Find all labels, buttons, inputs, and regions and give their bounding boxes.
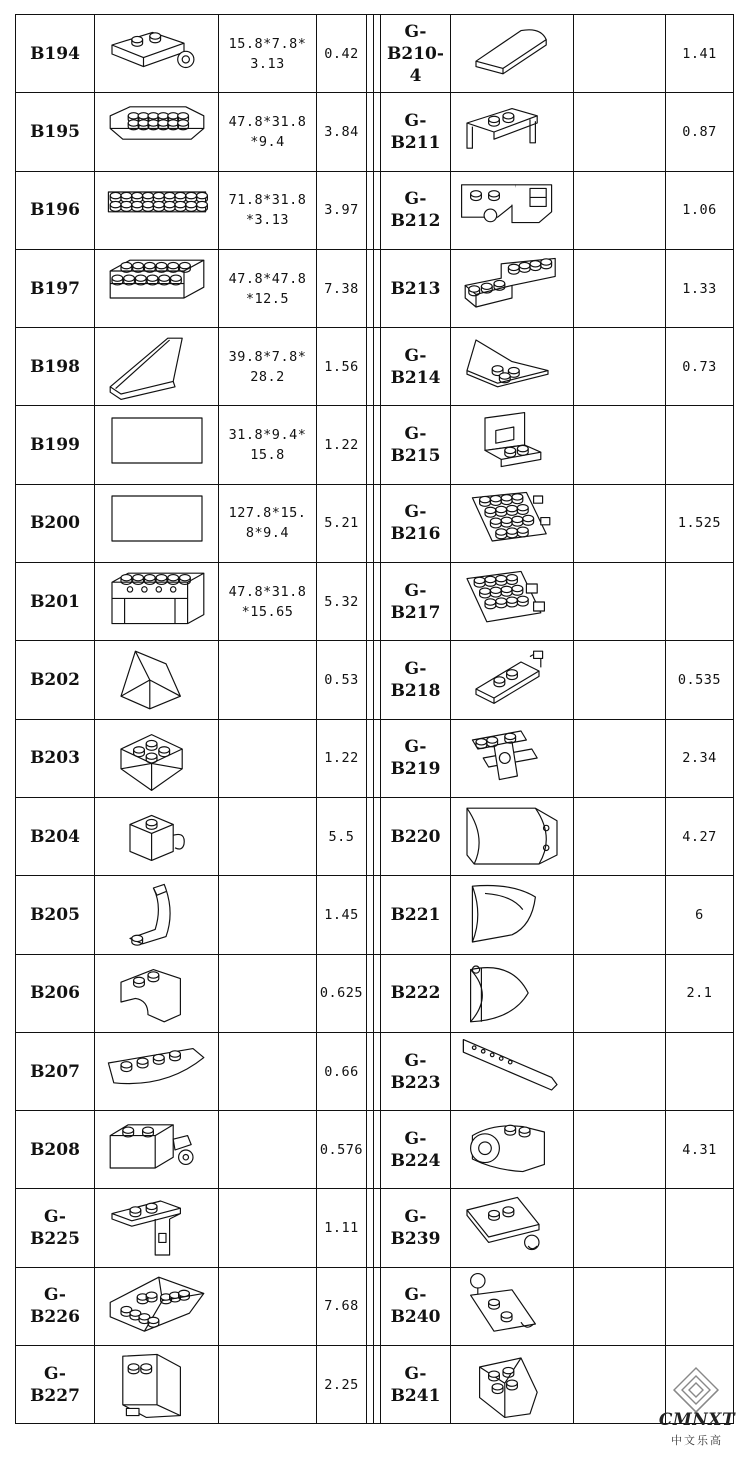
part-image	[95, 406, 219, 484]
part-code: B194	[16, 15, 95, 93]
parts-table	[15, 14, 734, 1424]
column-divider	[367, 1111, 374, 1189]
wedge-plate-icon	[101, 96, 213, 168]
part-dimensions	[574, 406, 666, 484]
column-divider	[374, 15, 381, 93]
part-image	[451, 15, 574, 93]
column-divider	[367, 171, 374, 249]
part-image	[95, 1267, 219, 1345]
column-divider	[367, 328, 374, 406]
part-dimensions	[219, 954, 317, 1032]
table-row	[16, 954, 734, 1032]
part-weight: 1.45	[317, 876, 367, 954]
technic-frame-icon	[101, 566, 213, 638]
part-weight: 4.31	[666, 1111, 734, 1189]
column-divider	[374, 1189, 381, 1267]
part-image	[95, 1189, 219, 1267]
part-code: B206	[16, 954, 95, 1032]
long-wing-blade-icon	[101, 487, 213, 559]
part-image	[95, 954, 219, 1032]
part-image	[95, 93, 219, 171]
part-code: G- B211	[381, 93, 451, 171]
table-row	[16, 484, 734, 562]
part-image	[95, 876, 219, 954]
part-dimensions	[574, 484, 666, 562]
column-divider	[367, 876, 374, 954]
part-code: B202	[16, 641, 95, 719]
part-image	[451, 328, 574, 406]
table-row	[16, 1032, 734, 1110]
slope-with-studs-icon	[456, 1349, 568, 1421]
column-divider	[367, 954, 374, 1032]
part-weight: 2.25	[317, 1346, 367, 1424]
part-weight	[666, 1189, 734, 1267]
plate-with-clips-icon	[456, 96, 568, 168]
part-dimensions	[574, 641, 666, 719]
part-code: G- B215	[381, 406, 451, 484]
part-dimensions	[574, 93, 666, 171]
part-dimensions	[574, 171, 666, 249]
part-dimensions	[219, 1189, 317, 1267]
plate-with-wheel-hinge-icon	[101, 18, 213, 90]
column-divider	[367, 719, 374, 797]
hinged-plate-icon	[456, 487, 568, 559]
cockpit-plate-icon	[456, 174, 568, 246]
table-row	[16, 1111, 734, 1189]
brick-with-hinge-icon	[101, 1114, 213, 1186]
column-divider	[367, 93, 374, 171]
part-image	[95, 249, 219, 327]
part-dimensions	[574, 797, 666, 875]
part-code: G- B218	[381, 641, 451, 719]
part-code: B201	[16, 563, 95, 641]
watermark-brand: CMNXT	[658, 1410, 736, 1430]
part-code: B196	[16, 171, 95, 249]
part-weight: 0.87	[666, 93, 734, 171]
column-divider	[374, 876, 381, 954]
part-image	[95, 1032, 219, 1110]
part-dimensions	[219, 641, 317, 719]
half-dome-icon	[456, 957, 568, 1029]
column-divider	[374, 249, 381, 327]
column-divider	[374, 1032, 381, 1110]
part-code: B200	[16, 484, 95, 562]
part-weight: 0.42	[317, 15, 367, 93]
part-dimensions	[574, 563, 666, 641]
part-code: G- B219	[381, 719, 451, 797]
table-row	[16, 563, 734, 641]
part-code: B213	[381, 249, 451, 327]
column-divider	[374, 641, 381, 719]
arch-curve-icon	[101, 879, 213, 951]
part-image	[451, 1111, 574, 1189]
column-divider	[374, 484, 381, 562]
part-code: B198	[16, 328, 95, 406]
column-divider	[374, 1346, 381, 1424]
part-image	[451, 719, 574, 797]
column-divider	[374, 1267, 381, 1345]
part-code: G- B226	[16, 1267, 95, 1345]
part-code: B195	[16, 93, 95, 171]
column-divider	[367, 1032, 374, 1110]
part-weight: 7.38	[317, 249, 367, 327]
part-code: G- B210- 4	[381, 15, 451, 93]
part-weight: 7.68	[317, 1267, 367, 1345]
column-divider	[374, 563, 381, 641]
part-image	[451, 954, 574, 1032]
part-image	[95, 328, 219, 406]
column-divider	[374, 1111, 381, 1189]
part-weight	[666, 406, 734, 484]
curved-panel-icon	[456, 801, 568, 873]
table-row	[16, 719, 734, 797]
part-dimensions	[574, 249, 666, 327]
column-divider	[367, 484, 374, 562]
part-dimensions	[219, 1346, 317, 1424]
angle-bracket-brick-icon	[101, 1192, 213, 1264]
part-code: B207	[16, 1032, 95, 1110]
part-code: B197	[16, 249, 95, 327]
seat-bracket-icon	[456, 409, 568, 481]
tail-fin-icon	[101, 331, 213, 403]
column-divider	[374, 719, 381, 797]
part-code: G- B240	[381, 1267, 451, 1345]
part-image	[451, 171, 574, 249]
part-dimensions	[574, 876, 666, 954]
curved-slope-tile-icon	[456, 18, 568, 90]
part-code: B204	[16, 797, 95, 875]
curved-plate-icon	[101, 1036, 213, 1108]
table-row	[16, 93, 734, 171]
part-image	[451, 406, 574, 484]
column-divider	[367, 1267, 374, 1345]
column-divider	[374, 171, 381, 249]
part-weight: 0.73	[666, 328, 734, 406]
slope-corner-icon	[101, 644, 213, 716]
part-weight: 0.576	[317, 1111, 367, 1189]
part-code: G- B216	[381, 484, 451, 562]
part-dimensions	[219, 797, 317, 875]
part-dimensions	[574, 1267, 666, 1345]
part-weight	[666, 563, 734, 641]
part-image	[451, 249, 574, 327]
table-row	[16, 328, 734, 406]
part-weight: 2.1	[666, 954, 734, 1032]
ball-joint-plate-icon	[456, 1270, 568, 1342]
part-dimensions	[219, 1032, 317, 1110]
part-code: B203	[16, 719, 95, 797]
part-dimensions	[219, 1267, 317, 1345]
part-code: B222	[381, 954, 451, 1032]
part-code: G- B225	[16, 1189, 95, 1267]
part-weight: 1.41	[666, 15, 734, 93]
part-code: B208	[16, 1111, 95, 1189]
part-weight: 0.53	[317, 641, 367, 719]
part-code: G- B214	[381, 328, 451, 406]
column-divider	[374, 406, 381, 484]
part-code: B199	[16, 406, 95, 484]
part-weight: 1.33	[666, 249, 734, 327]
part-code: G- B241	[381, 1346, 451, 1424]
part-image	[451, 641, 574, 719]
technic-chassis-icon	[456, 722, 568, 794]
step-bracket-plate-icon	[456, 253, 568, 325]
part-weight: 0.66	[317, 1032, 367, 1110]
part-weight: 1.525	[666, 484, 734, 562]
part-dimensions	[574, 954, 666, 1032]
part-weight: 6	[666, 876, 734, 954]
table-row	[16, 171, 734, 249]
table-row	[16, 797, 734, 875]
part-code: G- B227	[16, 1346, 95, 1424]
column-divider	[367, 1189, 374, 1267]
part-image	[451, 1346, 574, 1424]
engine-block-icon	[456, 1114, 568, 1186]
part-dimensions: 47.8*31.8 *9.4	[219, 93, 317, 171]
part-weight: 4.27	[666, 797, 734, 875]
part-weight: 5.32	[317, 563, 367, 641]
part-weight: 1.22	[317, 406, 367, 484]
part-dimensions: 15.8*7.8* 3.13	[219, 15, 317, 93]
table-row	[16, 1346, 734, 1424]
part-image	[451, 1032, 574, 1110]
part-code: B220	[381, 797, 451, 875]
part-code: G- B212	[381, 171, 451, 249]
part-weight: 1.06	[666, 171, 734, 249]
brick-with-clip-icon	[101, 801, 213, 873]
part-image	[95, 171, 219, 249]
stepped-arch-brick-icon	[101, 957, 213, 1029]
part-dimensions	[574, 1189, 666, 1267]
bracket-plate-icon	[101, 409, 213, 481]
watermark-subtitle: 中文乐高	[671, 1434, 723, 1447]
column-divider	[367, 641, 374, 719]
column-divider	[367, 406, 374, 484]
table-row	[16, 1267, 734, 1345]
plate-with-socket-icon	[456, 1192, 568, 1264]
hinged-plate-large-icon	[456, 566, 568, 638]
column-divider	[374, 954, 381, 1032]
long-technic-beam-icon	[456, 1036, 568, 1108]
part-dimensions	[219, 1111, 317, 1189]
column-divider	[367, 797, 374, 875]
part-weight: 0.535	[666, 641, 734, 719]
table-row	[16, 249, 734, 327]
part-weight: 5.5	[317, 797, 367, 875]
part-weight: 2.34	[666, 719, 734, 797]
large-wedge-plate-icon	[101, 1270, 213, 1342]
column-divider	[374, 93, 381, 171]
column-divider	[374, 797, 381, 875]
part-image	[451, 876, 574, 954]
part-weight: 3.97	[317, 171, 367, 249]
part-code: G- B224	[381, 1111, 451, 1189]
part-image	[95, 719, 219, 797]
part-dimensions	[574, 15, 666, 93]
part-dimensions: 127.8*15. 8*9.4	[219, 484, 317, 562]
part-dimensions	[219, 719, 317, 797]
part-weight: 1.11	[317, 1189, 367, 1267]
column-divider	[374, 328, 381, 406]
inverted-slope-brick-icon	[101, 722, 213, 794]
part-dimensions	[574, 328, 666, 406]
wall-panel-icon	[101, 1349, 213, 1421]
part-code: G- B239	[381, 1189, 451, 1267]
part-image	[451, 93, 574, 171]
part-image	[95, 15, 219, 93]
plate-clip-bar-icon	[456, 644, 568, 716]
part-dimensions: 71.8*31.8 *3.13	[219, 171, 317, 249]
part-image	[451, 563, 574, 641]
part-image	[451, 484, 574, 562]
part-image	[451, 1267, 574, 1345]
part-code: B221	[381, 876, 451, 954]
part-weight: 1.56	[317, 328, 367, 406]
part-dimensions	[219, 876, 317, 954]
part-image	[451, 1189, 574, 1267]
part-code: G- B223	[381, 1032, 451, 1110]
table-row	[16, 15, 734, 93]
part-weight	[666, 1267, 734, 1345]
part-dimensions	[574, 719, 666, 797]
column-divider	[367, 1346, 374, 1424]
table-row	[16, 641, 734, 719]
table-row	[16, 876, 734, 954]
quarter-dome-icon	[456, 879, 568, 951]
table-row	[16, 1189, 734, 1267]
part-code: B205	[16, 876, 95, 954]
part-image	[95, 1346, 219, 1424]
part-dimensions	[574, 1111, 666, 1189]
part-dimensions: 39.8*7.8* 28.2	[219, 328, 317, 406]
part-weight	[666, 1032, 734, 1110]
column-divider	[367, 15, 374, 93]
column-divider	[367, 249, 374, 327]
part-image	[451, 797, 574, 875]
angled-wedge-plate-icon	[456, 331, 568, 403]
watermark-logo	[648, 1364, 744, 1460]
part-image	[95, 1111, 219, 1189]
part-weight: 3.84	[317, 93, 367, 171]
part-image	[95, 641, 219, 719]
square-frame-plate-icon	[101, 253, 213, 325]
part-weight: 5.21	[317, 484, 367, 562]
part-code: G- B217	[381, 563, 451, 641]
part-dimensions: 31.8*9.4* 15.8	[219, 406, 317, 484]
column-divider	[367, 563, 374, 641]
part-dimensions: 47.8*47.8 *12.5	[219, 249, 317, 327]
part-weight: 0.625	[317, 954, 367, 1032]
part-image	[95, 563, 219, 641]
part-image	[95, 797, 219, 875]
part-weight: 1.22	[317, 719, 367, 797]
part-dimensions: 47.8*31.8 *15.65	[219, 563, 317, 641]
part-dimensions	[574, 1032, 666, 1110]
long-plate-icon	[101, 174, 213, 246]
table-row	[16, 406, 734, 484]
part-image	[95, 484, 219, 562]
